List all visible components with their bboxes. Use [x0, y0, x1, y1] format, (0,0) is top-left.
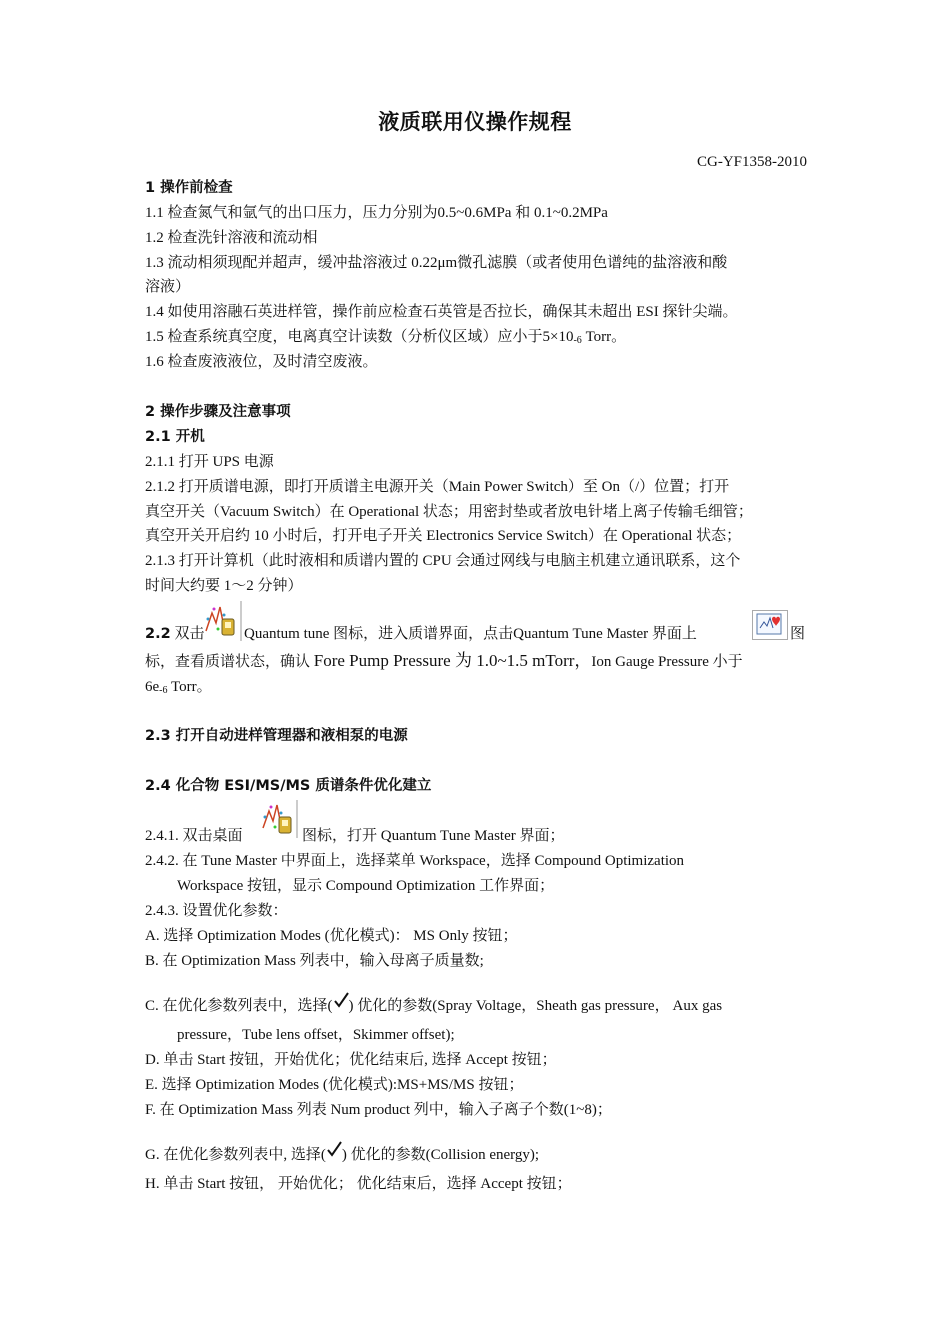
- item-2-1-3-cont: 时间大约要 1～2 分钟）: [145, 578, 303, 594]
- item-2-2: 2.2 双击: [145, 626, 205, 642]
- step-g: G. 在优化参数列表中, 选择( ) 优化的参数(Collision energy);: [145, 1141, 539, 1165]
- step-a: A. 选择 Optimization Modes (优化模式)： MS Only 按钮；: [145, 928, 518, 944]
- section-2-4-heading: 2.4 化合物 ESI/MS/MS 质谱条件优化建立: [145, 778, 432, 794]
- item-1-6: 1.6 检查废液液位，及时清空废液。: [145, 354, 378, 370]
- item-1-3-cont: 溶液）: [145, 279, 191, 295]
- checkmark-icon: [326, 1141, 342, 1157]
- quantum-tune-icon: [258, 800, 298, 838]
- item-2-4-3: 2.4.3. 设置优化参数：: [145, 903, 288, 919]
- section-2-heading: 2 操作步骤及注意事项: [145, 404, 291, 420]
- item-2-4-2-cont: Workspace 按钮，显示 Compound Optimization 工作界面；: [177, 878, 555, 894]
- step-b: B. 在 Optimization Mass 列表中，输入母离子质量数;: [145, 953, 484, 969]
- item-2-2-text2: 图: [790, 626, 806, 642]
- item-1-5: 1.5 检查系统真空度，电离真空计读数（分析仪区域）应小于$5\times 10_{-6}$ Torr。: [145, 329, 627, 346]
- quantum-tune-icon: [200, 601, 242, 641]
- page-title: 液质联用仪操作规程: [378, 110, 572, 134]
- item-2-1-2: 2.1.2 打开质谱电源，即打开质谱主电源开关（Main Power Switch）至 On（/）位置；打开: [145, 479, 730, 495]
- item-2-1-2-cont2: 真空开关开启约 10 小时后，打开电子开关 Electronics Service Switch）在 Operational 状态；: [145, 528, 742, 544]
- item-2-4-2: 2.4.2. 在 Tune Master 中界面上，选择菜单 Workspace，选择 Compound Optimization: [145, 853, 685, 869]
- item-1-1: 1.1 检查氮气和氩气的出口压力，压力分别为0.5~0.6MPa 和 0.1~0.2MPa: [145, 205, 608, 221]
- tune-master-status-icon: [752, 610, 788, 640]
- item-2-2-cont1: 标，查看质谱状态，确认 Fore Pump Pressure 为 1.0~1.5 mTorr，Ion Gauge Pressure 小于: [145, 651, 743, 670]
- item-2-1-1: 2.1.1 打开 UPS 电源: [145, 454, 274, 470]
- checkmark-icon: [333, 992, 349, 1008]
- step-c: C. 在优化参数列表中，选择( ) 优化的参数(Spray Voltage，Sheath gas pressure， Aux gas: [145, 992, 722, 1016]
- item-1-2: 1.2 检查洗针溶液和流动相: [145, 230, 318, 246]
- step-c-cont: pressure，Tube lens offset，Skimmer offset);: [177, 1027, 455, 1043]
- item-1-4: 1.4 如使用溶融石英进样管，操作前应检查石英管是否拉长，确保其未超出 ESI 探针尖端。: [145, 304, 738, 320]
- step-e: E. 选择 Optimization Modes (优化模式):MS+MS/MS 按钮；: [145, 1077, 524, 1093]
- step-h: H. 单击 Start 按钮， 开始优化； 优化结束后，选择 Accept 按钮；: [145, 1176, 572, 1192]
- item-1-3: 1.3 流动相须现配并超声，缓冲盐溶液过 0.22μm微孔滤膜（或者使用色谱纯的盐溶液和酸: [145, 255, 728, 271]
- item-2-2-cont2: $6e_{-6}$ Torr。: [145, 679, 212, 696]
- step-f: F. 在 Optimization Mass 列表 Num product 列中，输入子离子个数(1~8)；: [145, 1102, 612, 1118]
- section-2-1-heading: 2.1 开机: [145, 429, 205, 445]
- section-1-heading: 1 操作前检查: [145, 180, 233, 196]
- item-2-2-text1: Quantum tune 图标，进入质谱界面，点击Quantum Tune Master 界面上: [244, 626, 697, 642]
- item-2-1-2-cont1: 真空开关（Vacuum Switch）在 Operational 状态；用密封垫或者放电针堵上离子传输毛细管；: [145, 504, 753, 520]
- step-d: D. 单击 Start 按钮，开始优化；优化结束后, 选择 Accept 按钮；: [145, 1052, 557, 1068]
- item-2-4-1: 2.4.1. 双击桌面: [145, 828, 243, 844]
- item-2-1-3: 2.1.3 打开计算机（此时液相和质谱内置的 CPU 会通过网线与电脑主机建立通讯联系，这个: [145, 553, 741, 569]
- document-number: CG-YF1358-2010: [696, 154, 807, 170]
- section-2-3-heading: 2.3 打开自动进样管理器和液相泵的电源: [145, 728, 408, 744]
- item-2-4-1-text: 图标，打开 Quantum Tune Master 界面；: [302, 828, 565, 844]
